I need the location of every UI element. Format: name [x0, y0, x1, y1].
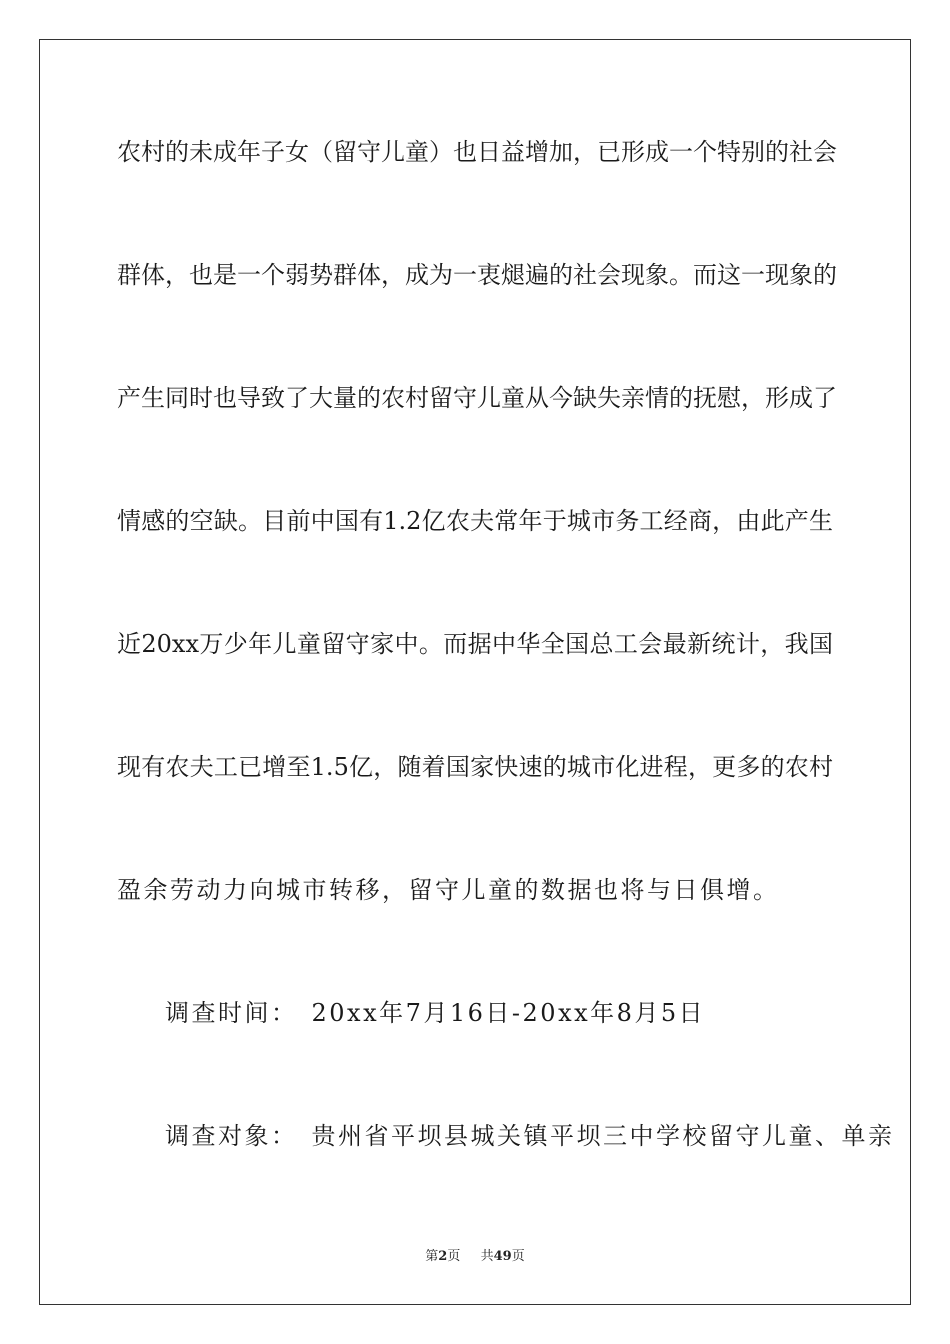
survey-time-value: 20xx年7月16日-20xx年8月5日: [311, 999, 706, 1027]
paragraph-line-6: 现有农夫工已增至1.5亿，随着国家快速的城市化进程，更多的农村: [117, 753, 833, 781]
survey-time-line: [165, 998, 705, 1028]
survey-time-label: 调查时间：: [165, 999, 298, 1027]
footer-total-pages: 49: [493, 1249, 512, 1264]
survey-target-label: 调查对象：: [165, 1122, 298, 1150]
paragraph-line-1: 农村的未成年子女（留守儿童）也日益增加，已形成一个特别的社会: [117, 138, 837, 166]
paragraph-line-7: 盈余劳动力向城市转移，留守儿童的数据也将与日俱增。: [117, 876, 780, 904]
paragraph-line-4: 情感的空缺。目前中国有1.2亿农夫常年于城市务工经商，由此产生: [117, 507, 833, 535]
paragraph-line-2: 群体，也是一个弱势群体，成为一衷煺遍的社会现象。而这一现象的: [117, 261, 837, 289]
page-border: [39, 39, 911, 1305]
paragraph-line-5: 近20xx万少年儿童留守家中。而据中华全国总工会最新统计，我国: [117, 630, 833, 658]
footer-page-prefix: 第: [425, 1249, 439, 1264]
survey-target-line: [165, 1121, 895, 1151]
footer-page-suffix: 页: [447, 1249, 461, 1264]
footer-total-suffix: 页: [511, 1249, 525, 1264]
page-footer: [0, 1245, 950, 1264]
footer-total-prefix: 共: [480, 1249, 494, 1264]
survey-target-value: 贵州省平坝县城关镇平坝三中学校留守儿童、单亲: [311, 1122, 895, 1150]
paragraph-line-3: 产生同时也导致了大量的农村留守儿童从今缺失亲情的抚慰，形成了: [117, 384, 837, 412]
footer-page-number: 2: [438, 1249, 448, 1264]
